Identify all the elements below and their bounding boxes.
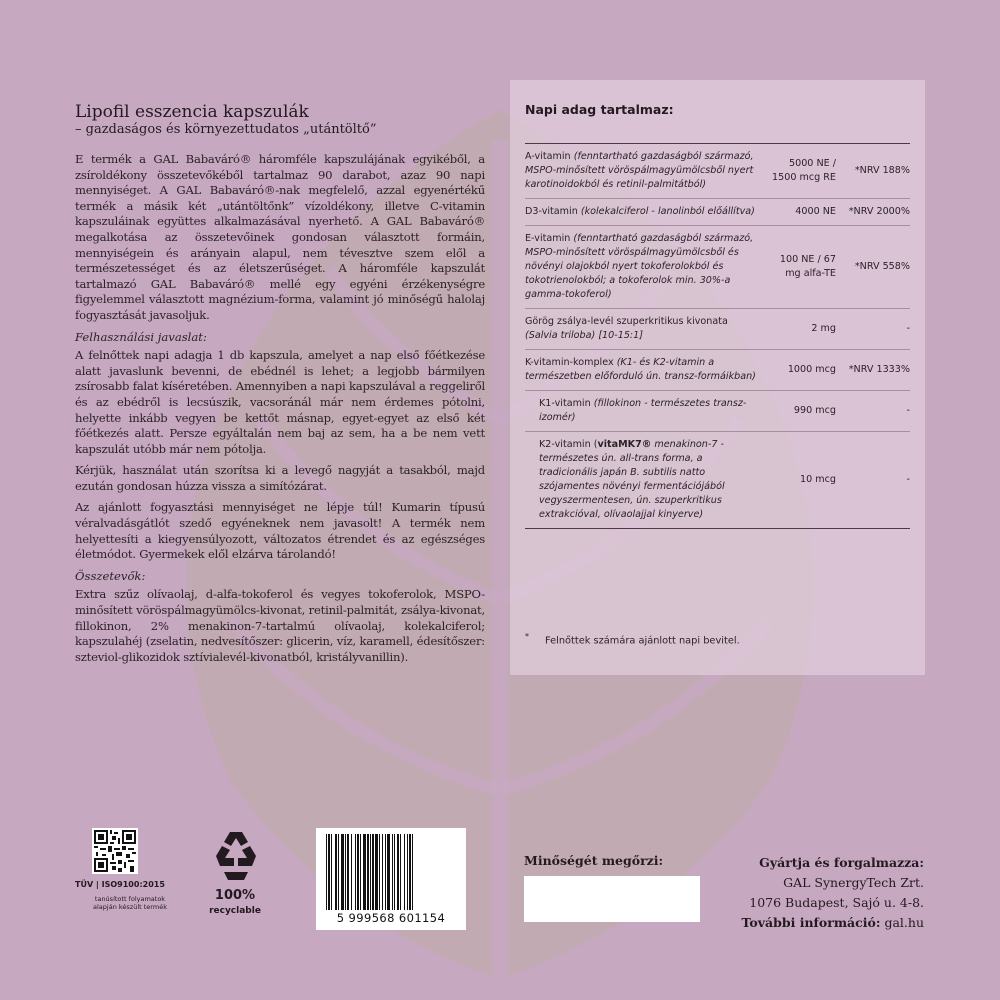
- nutrient-name: Görög zsálya-levél szuperkritikus kivonata: [525, 316, 728, 327]
- nutrient-detail: (fenntartható gazdaságból származó, MSPO-minősített vöröspálmagyümölcsből nyert karotinoidokból és retinil-palmitátból): [525, 151, 754, 190]
- nutrition-title: Napi adag tartalmaz:: [525, 102, 674, 117]
- usage-heading: Felhasználási javaslat:: [75, 329, 207, 344]
- manufacturer-heading: Gyártja és forgalmazza:: [759, 855, 924, 870]
- barcode: [316, 828, 466, 930]
- recycle-percent: 100%: [214, 888, 256, 903]
- table-row: [525, 309, 910, 350]
- nutrient-detail: (fillokinon - természetes transz-izomér): [539, 398, 747, 423]
- recycle-icon: [208, 828, 264, 882]
- nutrient-amount: 10 mcg: [800, 474, 836, 485]
- nutrient-nrv: -: [906, 474, 910, 485]
- table-row: [525, 144, 910, 199]
- nutrient-name: K2-vitamin: [539, 439, 591, 450]
- nutrient-nrv: *NRV 188%: [854, 165, 910, 176]
- manufacturer-company: GAL SynergyTech Zrt.: [783, 875, 924, 890]
- nutrient-nrv: -: [906, 323, 910, 334]
- nutrient-amount: 1000 mcg: [787, 364, 836, 375]
- table-row: [525, 226, 910, 309]
- table-row: K2-vitamin (vitaMK7® menakinon-7 - természetes ún. all-trans forma, a tradicionális japán B. subtilis natto szójamentes növényi fermentációjából vegyszermentesen, ún. szuperkritikus extrakcióval, olívaolajjal kinyerve) 10 mcg -: [525, 432, 910, 529]
- tuv-certification: TÜV | ISO9100:2015: [75, 880, 165, 889]
- tuv-note: tanúsított folyamatok alapján készült termék: [93, 895, 167, 911]
- nutrient-detail: (kolekalciferol - lanolinból előállítva): [580, 206, 755, 217]
- nutrient-detail: (K1- és K2-vitamin a természetben előforduló ún. transz-formáikban): [525, 357, 756, 382]
- manufacturer-address: 1076 Budapest, Sajó u. 4-8.: [749, 895, 924, 910]
- nutrient-nrv: *NRV 1333%: [848, 364, 910, 375]
- more-info-label: További információ:: [741, 915, 881, 930]
- nutrition-table: [525, 143, 910, 529]
- usage-paragraph: Kérjük, használat után szorítsa ki a levegő nagyját a tasakból, majd ezután gondosan húzza vissza a simítózárat.: [75, 463, 485, 493]
- nutrient-nrv: -: [906, 405, 910, 416]
- warning-paragraph: Az ajánlott fogyasztási mennyiséget ne lépje túl! Kumarin típusú véralvadásgátlót szedő egyéneknek nem javasolt! A termék nem helyettesíti a kiegyensúlyozott, változatos étrendet és az egészséges életmódot. Gyermekek elől elzárva tárolandó!: [75, 500, 485, 562]
- table-row: [525, 199, 910, 226]
- nutrient-amount: 4000 NE: [795, 206, 836, 217]
- recycle-label: recyclable: [209, 906, 261, 916]
- best-before-box: [524, 876, 700, 922]
- nutrient-nrv: *NRV 2000%: [848, 206, 910, 217]
- nutrient-detail: menakinon-7 - természetes ún. all-trans forma, a tradicionális japán B. subtilis natto szójamentes növényi fermentációjából vegyszermentesen, ún. szuperkritikus extrakcióval, olívaolajjal kinyerve): [539, 439, 725, 520]
- footnote-mark: *: [525, 632, 529, 641]
- qr-code-icon: [92, 828, 138, 874]
- product-subtitle: – gazdaságos és környezettudatos „utántöltő”: [75, 122, 377, 137]
- nutrient-name: E-vitamin: [525, 233, 571, 244]
- nutrient-brand: vitaMK7®: [597, 439, 652, 450]
- product-description-column: [75, 102, 485, 671]
- nutrient-detail: (Salvia triloba) [10-15:1]: [525, 330, 644, 341]
- nutrient-amount: 100 NE / 67 mg alfa-TE: [779, 254, 836, 279]
- description-paragraph: E termék a GAL Babaváró® háromféle kapszulájának egyikéből, a zsíroldékony összetevőkéből tartalmaz 90 darabot, azaz 90 napi mennyiséget. A GAL Babaváró®-nak megfelelő, azzal egyenértékű termék a másik két „utántöltőnk” vízoldékony, illetve C-vitamin kapszuláinak együttes alkalmazásával nyerhető. A GAL Babaváró® megalkotása az összetevőinek gondosan választott formáin, mennyiségein és arányain alapul, nem tévesztve szem elől a természetességet és az életszerűséget. A háromféle kapszulát tartalmazó GAL Babaváró® mellé egy egyéni érzékenységre figyelemmel választott magnézium-forma, valamint jó minőségű halolaj fogyasztását javasoljuk.: [75, 152, 485, 322]
- website-link[interactable]: gal.hu: [884, 915, 924, 930]
- nutrient-amount: 5000 NE / 1500 mcg RE: [772, 158, 836, 183]
- nutrient-amount: 2 mg: [811, 323, 836, 334]
- nutrient-detail: (fenntartható gazdaságból származó, MSPO-minősített vöröspálmagyümölcsből és növényi olajokból nyert tokoferolokból és tokotrienolokból; a tokoferolok min. 30%-a gamma-tokoferol): [525, 233, 754, 300]
- table-row: [525, 350, 910, 391]
- nrv-footnote: [525, 632, 740, 646]
- manufacturer-info: [742, 853, 924, 933]
- usage-paragraph: A felnőttek napi adagja 1 db kapszula, amelyet a nap első főétkezése alatt javaslunk bevenni, de ebédnél is lehet; a legjobb bármilyen zsírosabb falat kíséretében. Amennyiben a napi kapszulával a reggeliről és az ebédről is lecsúszik, vacsoránál már nem érdemes pótolni, helyette inkább vegyen be kettőt másnap, egyet-egyet az első két főétkezés alatt. Persze egyáltalán nem baj az sem, ha a be nem vett kapszulát utóbb már nem pótolja.: [75, 348, 485, 456]
- ingredients-paragraph: Extra szűz olívaolaj, d-alfa-tokoferol és vegyes tokoferolok, MSPO-minősített vöröspálmagyümölcs-kivonat, retinil-palmitát, zsálya-kivonat, fillokinon, 2% menakinon-7-tartalmú olívaolaj, kolekalciferol; kapszulahéj (zselatin, nedvesítőszer: glicerin, víz, karamell, édesítőszer: szteviol-glikozidok sztívialevél-kivonatból, kristályvanillin).: [75, 587, 485, 664]
- table-row: [525, 391, 910, 432]
- nutrient-nrv: *NRV 558%: [854, 261, 910, 272]
- nutrient-name: K1-vitamin: [539, 398, 591, 409]
- best-before-label: Minőségét megőrzi:: [524, 853, 664, 868]
- nutrient-name: D3-vitamin: [525, 206, 578, 217]
- footnote-text: Felnőttek számára ajánlott napi bevitel.: [545, 635, 740, 647]
- nutrition-panel: [510, 80, 925, 675]
- nutrient-name: K-vitamin-komplex: [525, 357, 614, 368]
- nutrient-name: A-vitamin: [525, 151, 571, 162]
- nutrient-amount: 990 mcg: [793, 405, 836, 416]
- product-title: Lipofil esszencia kapszulák: [75, 102, 309, 122]
- ingredients-heading: Összetevők:: [75, 568, 146, 583]
- barcode-number: 5 999568 601154: [336, 911, 446, 925]
- barcode-bars-icon: [324, 834, 458, 910]
